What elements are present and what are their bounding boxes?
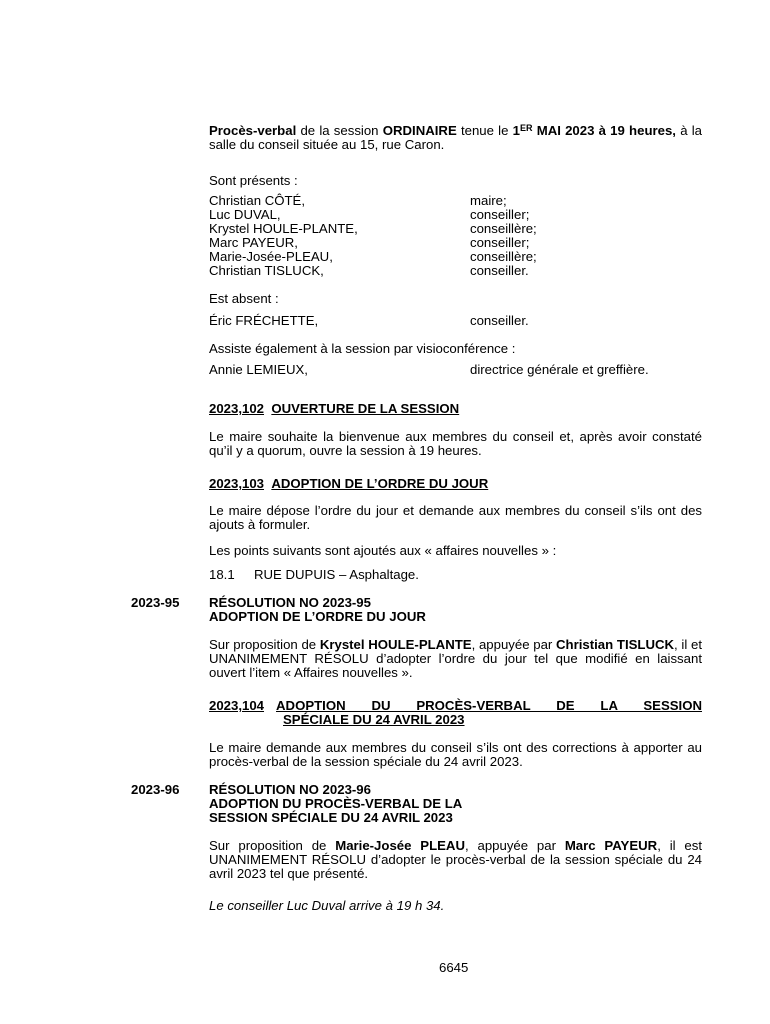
section-title: ADOPTION DE L’ORDRE DU JOUR [271,476,489,491]
section-title: OUVERTURE DE LA SESSION [271,401,460,416]
section-heading-103 [209,477,702,491]
member-name: Marc PAYEUR, [209,235,298,250]
member-role: conseiller; [470,207,530,222]
item-text: RUE DUPUIS – Asphaltage. [254,567,419,582]
proposer-name: Marie-Josée PLEAU [335,838,465,853]
absent-role: conseiller. [470,313,529,328]
member-name: Krystel HOULE-PLANTE, [209,221,358,236]
resolution-text: Sur proposition de Krystel HOULE-PLANTE, appuyée par Christian TISLUCK, il et UNANIMEMENT RÉSOLU d’adopter l’ordre du jour tel que modifié en laissant ouvert l’item « Affaires nouvelles ». [209,637,702,680]
member-role: conseiller. [470,263,529,278]
resolution-heading: RÉSOLUTION NO 2023-95 [209,595,371,610]
resolution-subject-cont: SESSION SPÉCIALE DU 24 AVRIL 2023 [209,810,453,825]
session-type: ORDINAIRE [382,123,457,138]
present-label: Sont présents : [209,173,298,188]
assist-role: directrice générale et greffière. [470,362,649,377]
proposer-name: Krystel HOULE-PLANTE [319,637,472,652]
absent-name: Éric FRÉCHETTE, [209,313,319,328]
section-title: ADOPTION DU PROCÈS-VERBAL DE LA SESSION [276,698,702,713]
intro-paragraph: Procès-verbal de la session ORDINAIRE tenue le 1ER MAI 2023 à 19 heures, à la salle du conseil située au 15, rue Caron. [209,123,703,152]
member-role: conseiller; [470,235,530,250]
assist-name: Annie LEMIEUX, [209,362,308,377]
member-name: Luc DUVAL, [209,207,281,222]
section-heading-104 [209,699,702,727]
session-date: MAI 2023 à 19 heures, [532,123,676,138]
section-number: 2023,102 [209,401,265,416]
seconder-name: Marc PAYEUR [564,838,658,853]
absent-label: Est absent : [209,291,279,306]
resolution-heading: RÉSOLUTION NO 2023-96 [209,782,371,797]
section-text-104: Le maire demande aux membres du conseil s’ils ont des corrections à apporter au procès-verbal de la session spéciale du 24 avril 2023. [209,740,702,769]
member-name: Christian TISLUCK, [209,263,324,278]
section-text-102: Le maire souhaite la bienvenue aux membres du conseil et, après avoir constaté qu’il y a quorum, ouvre la session à 19 heures. [209,429,702,458]
intro-doc-type: Procès-verbal [209,123,297,138]
item-number: 18.1 [209,567,235,582]
section-text-103: Le maire dépose l’ordre du jour et demande aux membres du conseil s’ils ont des ajouts à formuler. [209,503,702,532]
seconder-name: Christian TISLUCK [556,637,675,652]
resolution-margin-number: 2023-95 [131,595,180,610]
resolution-subject: ADOPTION DE L’ORDRE DU JOUR [209,609,426,624]
member-name: Marie-Josée-PLEAU, [209,249,333,264]
member-role: conseillère; [470,221,537,236]
section-title-cont: SPÉCIALE DU 24 AVRIL 2023 [283,712,465,727]
member-role: maire; [470,193,507,208]
resolution-text: Sur proposition de Marie-Josée PLEAU, appuyée par Marc PAYEUR, il est UNANIMEMENT RÉSOLU d’adopter le procès-verbal de la session spéciale du 24 avril 2023 tel que présenté. [209,838,702,881]
section-number: 2023,104 [209,698,265,713]
member-role: conseillère; [470,249,537,264]
section-text-103b: Les points suivants sont ajoutés aux « affaires nouvelles » : [209,543,557,558]
section-number: 2023,103 [209,476,265,491]
assist-label: Assiste également à la session par visioconférence : [209,341,516,356]
resolution-subject: ADOPTION DU PROCÈS-VERBAL DE LA [209,796,463,811]
member-name: Christian CÔTÉ, [209,193,305,208]
page-number: 6645 [439,960,469,975]
arrival-note: Le conseiller Luc Duval arrive à 19 h 34. [209,898,445,913]
resolution-margin-number: 2023-96 [131,782,180,797]
section-heading-102 [209,402,702,416]
